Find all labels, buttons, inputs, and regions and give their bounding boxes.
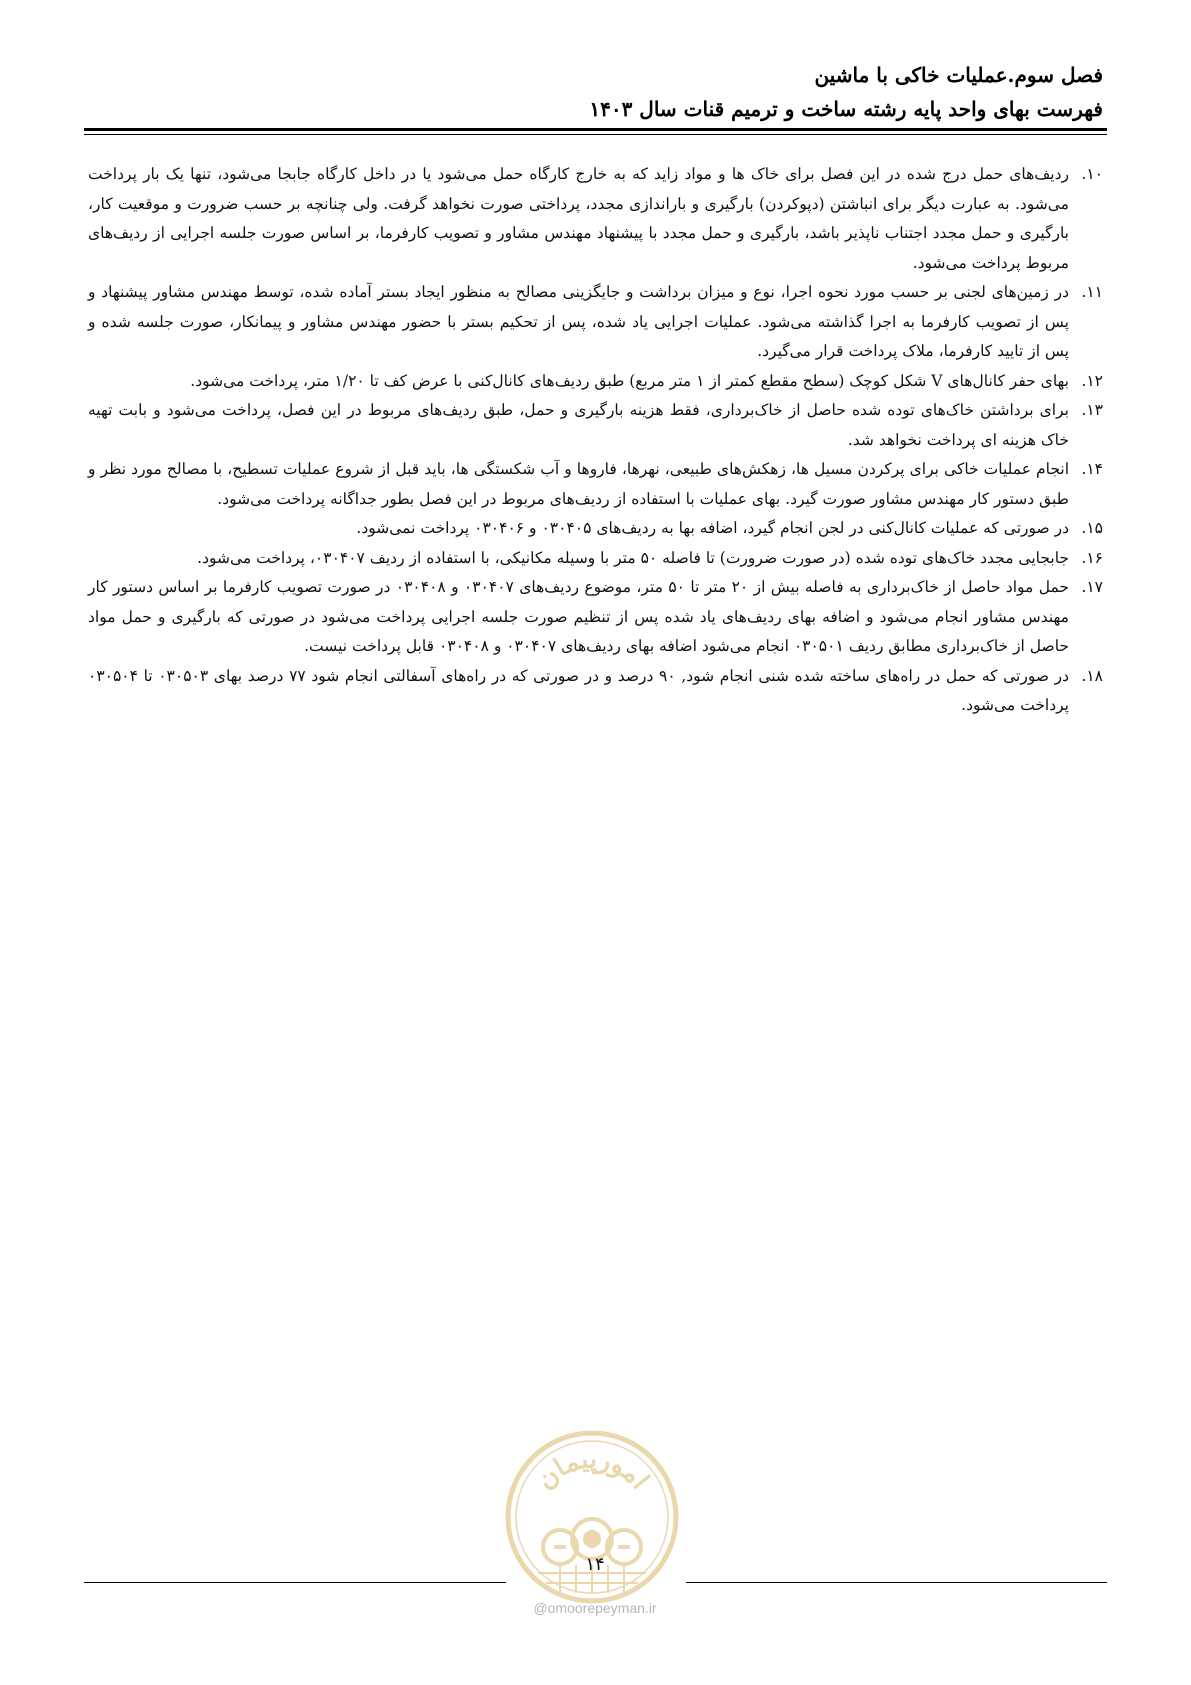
list-item bbox=[88, 367, 1103, 397]
page-number: ۱۴ bbox=[585, 1554, 605, 1575]
item-text: جابجایی مجدد خاک‌های توده شده (در صورت ضرورت) تا فاصله ۵۰ متر با وسیله مکانیکی، با استفاده از ردیف ۰۳۰۴۰۷، پرداخت می‌شود. bbox=[197, 548, 1069, 567]
page-header bbox=[88, 58, 1103, 126]
item-text: بهای حفر کانال‌های V شکل کوچک (سطح مقطع کمتر از ۱ متر مربع) طبق ردیف‌های کانال‌کنی با عرض کف تا ۱/۲۰ متر، پرداخت می‌شود. bbox=[190, 371, 1069, 390]
list-item bbox=[88, 160, 1103, 278]
list-item bbox=[88, 396, 1103, 455]
item-number: ۱۷. bbox=[1081, 578, 1103, 596]
watermark-text-path: امورپیمان bbox=[530, 1444, 655, 1496]
footer-rule-right bbox=[686, 1582, 1107, 1583]
item-text: ردیف‌های حمل درج شده در این فصل برای خاک ها و مواد زاید که به خارج کارگاه حمل می‌شود یا در داخل کارگاه جابجا می‌شود، تنها یک بار پرداخت می‌شود. به عبارت دیگر برای انباشتن (دپوکردن) بارگیری و باراندازی مجدد، پرداختی صورت نخواهد گرفت. ولی چنانچه بر حسب ضرورت و موقعیت کار، بارگیری و حمل مجدد اجتناب ناپذیر باشد، بارگیری و حمل مجدد با پیشنهاد مهندس مشاور و تصویب کارفرما، بر اساس صورت جلسه اجرایی از ردیف‌های مربوط پرداخت می‌شود. bbox=[88, 165, 1069, 272]
footer-rule-left bbox=[84, 1582, 506, 1583]
list-item bbox=[88, 514, 1103, 544]
list-item bbox=[88, 662, 1103, 721]
item-number: ۱۰. bbox=[1081, 165, 1103, 183]
item-number: ۱۵. bbox=[1081, 519, 1103, 537]
list-item bbox=[88, 455, 1103, 514]
header-rule-thin bbox=[84, 134, 1107, 135]
item-number: ۱۳. bbox=[1081, 401, 1103, 419]
item-number: ۱۴. bbox=[1081, 460, 1103, 478]
item-text: در زمین‌های لجنی بر حسب مورد نحوه اجرا، نوع و میزان برداشت و جایگزینی مصالح به منظور ایجاد بستر آماده شده، توسط مهندس مشاور پیشنهاد و پس از تصویب کارفرما به اجرا گذاشته می‌شود. عملیات اجرایی یاد شده، پس از تحکیم بستر با حضور مهندس مشاور و پیمانکار، صورت جلسه شده و پس از تایید کارفرما، ملاک پرداخت قرار می‌گیرد. bbox=[88, 283, 1069, 360]
list-item bbox=[88, 544, 1103, 574]
list-item bbox=[88, 278, 1103, 367]
watermark-logo-icon bbox=[502, 1427, 682, 1607]
notes-list bbox=[88, 160, 1103, 721]
item-number: ۱۸. bbox=[1081, 666, 1103, 685]
item-number: ۱۱. bbox=[1081, 283, 1103, 301]
site-url: @omoorepeyman.ir bbox=[533, 1600, 657, 1616]
item-number: ۱۶. bbox=[1081, 548, 1103, 567]
item-number: ۱۲. bbox=[1081, 371, 1103, 390]
item-text: حمل مواد حاصل از خاک‌برداری به فاصله بیش از ۲۰ متر تا ۵۰ متر، موضوع ردیف‌های ۰۳۰۴۰۷ و ۰۳۰۴۰۸ در صورت تصویب کارفرما بر اساس دستور کار مهندس مشاور انجام می‌شود و اضافه بهای ردیف‌های یاد شده پس از تنظیم صورت جلسه اجرایی پرداخت می‌شود در صورتی که بارگیری و حمل مواد حاصل از خاک‌برداری مطابق ردیف ۰۳۰۵۰۱ انجام می‌شود اضافه بهای ردیف‌های ۰۳۰۴۰۷ و ۰۳۰۴۰۸ قابل پرداخت نیست. bbox=[88, 578, 1069, 655]
header-rule-thick bbox=[84, 128, 1107, 131]
item-text: در صورتی که حمل در راه‌های ساخته شده شنی انجام شود, ۹۰ درصد و در صورتی که در راه‌های آسفالتی انجام شود ۷۷ درصد بهای ۰۳۰۵۰۳ تا ۰۳۰۵۰۴ پرداخت می‌شود. bbox=[88, 666, 1069, 714]
item-text: برای برداشتن خاک‌های توده شده حاصل از خاک‌برداری، فقط هزینه بارگیری و حمل، طبق ردیف‌های مربوط در این فصل، پرداخت می‌شود و بابت تهیه خاک هزینه ای پرداخت نخواهد شد. bbox=[88, 401, 1069, 449]
item-text: انجام عملیات خاکی برای پرکردن مسیل ها، زهکش‌های طبیعی، نهرها، فاروها و آب شکستگی ها، باید قبل از شروع عملیات تسطیح، با مصالح مورد نظر و طبق دستور کار مهندس مشاور صورت گیرد. بهای عملیات با استفاده از ردیف‌های مربوط در این فصل بطور جداگانه پرداخت می‌شود. bbox=[88, 460, 1070, 508]
chapter-title: فصل سوم.عملیات خاکی با ماشین bbox=[814, 63, 1103, 87]
list-item bbox=[88, 573, 1103, 662]
watermark-text bbox=[531, 1444, 655, 1495]
list-title: فهرست بهای واحد پایه رشته ساخت و ترمیم قنات سال ۱۴۰۳ bbox=[589, 97, 1103, 121]
item-text: در صورتی که عملیات کانال‌کنی در لجن انجام گیرد، اضافه بها به ردیف‌های ۰۳۰۴۰۵ و ۰۳۰۴۰۶ پرداخت نمی‌شود. bbox=[356, 519, 1069, 537]
